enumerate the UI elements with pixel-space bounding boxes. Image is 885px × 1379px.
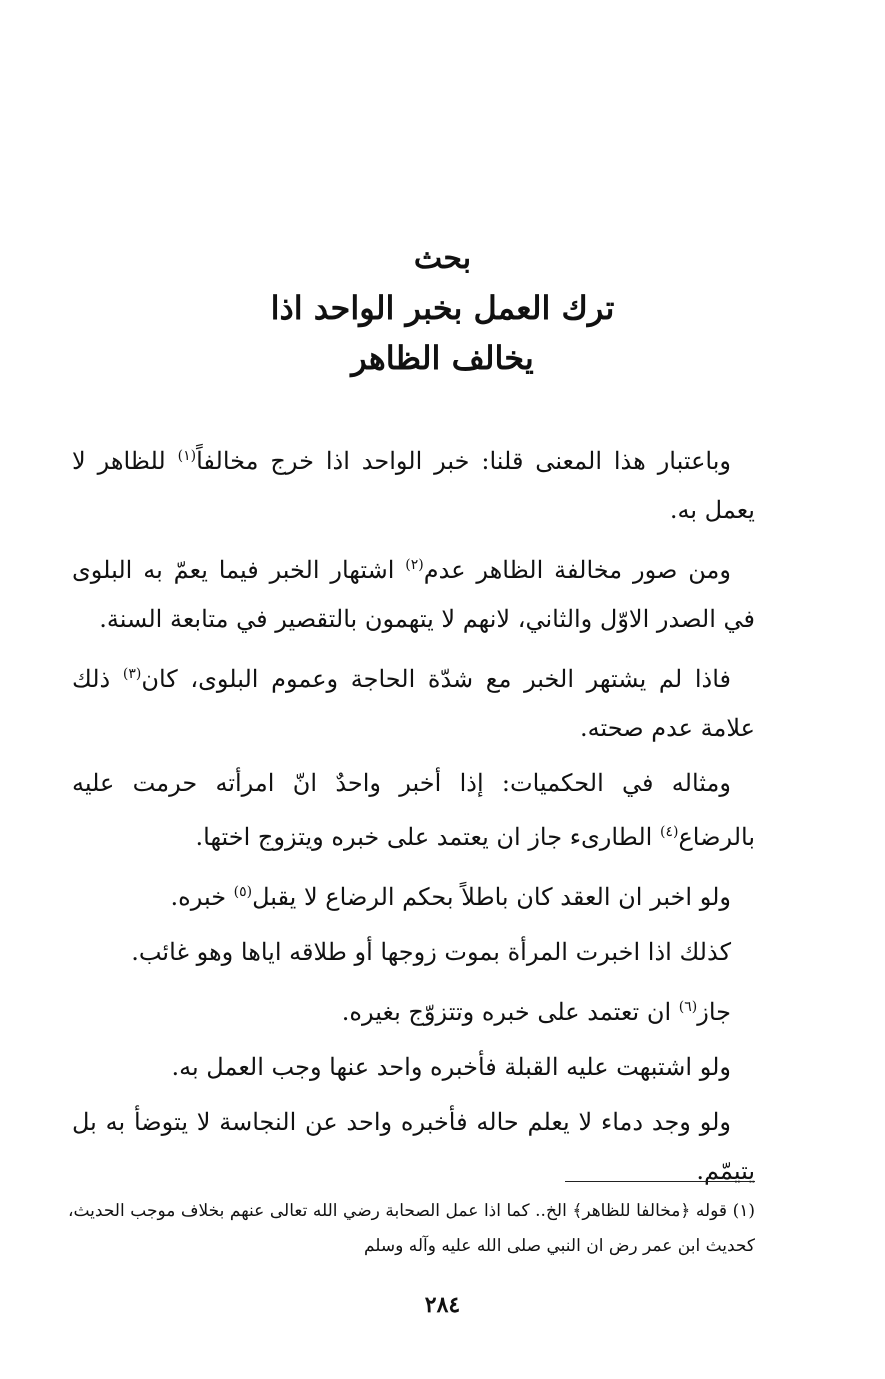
footnote-separator — [565, 1181, 755, 1182]
paragraph: كذلك اذا اخبرت المرأة بموت زوجها أو طلاقه اياها وهو غائب. — [131, 938, 731, 966]
footnote-marker: (١) — [177, 448, 197, 464]
footnote-marker: (٤) — [659, 824, 679, 840]
heading-line-2: ترك العمل بخبر الواحد اذا — [270, 289, 615, 327]
paragraph: ولو اشتبهت عليه القبلة فأخبره واحد عنها وجب العمل به. — [171, 1053, 731, 1081]
page-number: ٢٨٤ — [424, 1292, 461, 1318]
footnote-marker: (٢) — [405, 557, 424, 573]
footnote-1: (١) قوله ﴿مخالفا للظاهر﴾ الخ.. كما اذا عمل الصحابة رضي الله تعالى عنهم بخلاف موجب الحديث، كحديث ابن عمر رض ان النبي صلى الله عليه وآله وسلم — [68, 1201, 755, 1256]
paragraph: جاز$^{(٦)}$ ان تعتمد على خبره وتتزوّج بغيره. — [341, 998, 731, 1026]
section-heading — [0, 235, 885, 383]
paragraph: ومن صور مخالفة الظاهر عدم$^{(٢)}$ اشتهار الخبر فيما يعمّ به البلوى في الصدر الاوّل والثاني، لانهم لا يتهمون بالتقصير في متابعة السنة. — [72, 556, 755, 633]
paragraph: ومثاله في الحكميات: إذا أخبر واحدٌ انّ امرأته حرمت عليه بالرضاع$^{(٤)}$ الطارىء جاز ان يعتمد على خبره ويتزوج اختها. — [72, 769, 755, 851]
heading-line-1: بحث — [413, 241, 472, 276]
paragraph: ولو وجد دماء لا يعلم حاله فأخبره واحد عن النجاسة لا يتوضأ به بل يتيمّم. — [72, 1108, 755, 1185]
heading-line-3: يخالف الظاهر — [351, 339, 534, 377]
paragraph: ولو اخبر ان العقد كان باطلاً بحكم الرضاع لا يقبل$^{(٥)}$ خبره. — [170, 883, 731, 911]
footnote-marker: (٦) — [678, 999, 698, 1015]
paragraph: فاذا لم يشتهر الخبر مع شدّة الحاجة وعموم البلوى، كان$^{(٣)}$ ذلك علامة عدم صحته. — [72, 665, 755, 742]
footnote-marker: (٥) — [233, 884, 253, 900]
footnote-marker: (٣) — [122, 666, 142, 682]
body-text — [72, 432, 755, 1202]
footnotes — [68, 1194, 755, 1264]
paragraph: وباعتبار هذا المعنى قلنا: خبر الواحد اذا خرج مخالفاً$^{(١)}$ للظاهر لا يعمل به. — [72, 447, 755, 524]
